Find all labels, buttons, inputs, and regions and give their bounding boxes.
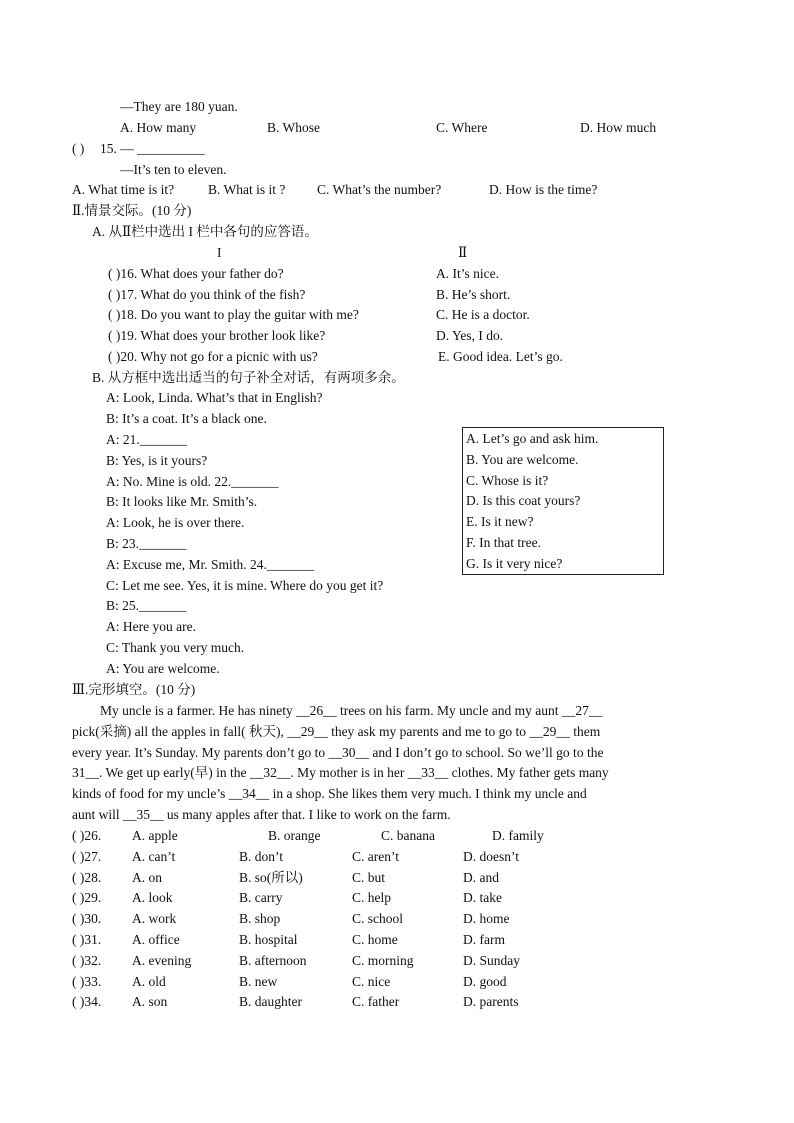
cloze-option-a: A. work: [132, 911, 177, 926]
passage-line: every year. It’s Sunday. My parents don’t go to __30__ and I don’t go to school. So we’ll go to the: [72, 745, 604, 760]
cloze-option-b: B. afternoon: [239, 953, 307, 968]
cloze-option-c: C. banana: [381, 828, 435, 843]
passage-line: pick(采摘) all the apples in fall( 秋天), __29__ they ask my parents and me to go to __29__ them: [72, 724, 601, 739]
section-3-title: Ⅲ.完形填空。(10 分): [72, 682, 196, 697]
box-option: F. In that tree.: [466, 535, 542, 550]
cloze-option-b: B. carry: [239, 890, 283, 905]
cloze-option-a: A. apple: [132, 828, 178, 843]
box-option: G. Is it very nice?: [466, 556, 563, 571]
dialogue-line: A: No. Mine is old. 22._______: [106, 474, 279, 489]
passage-line: aunt will __35__ us many apples after that. I like to work on the farm.: [72, 807, 451, 822]
cloze-option-b: B. orange: [268, 828, 321, 843]
cloze-question-number: ( )32.: [72, 953, 102, 968]
cloze-question-number: ( )31.: [72, 932, 102, 947]
q14-option-d: D. How much: [580, 120, 657, 135]
cloze-option-a: A. old: [132, 974, 166, 989]
dialogue-line: B: It looks like Mr. Smith’s.: [106, 494, 258, 509]
cloze-option-d: D. Sunday: [463, 953, 520, 968]
options-box: [462, 427, 664, 575]
match-question-20: ( )20. Why not go for a picnic with us?: [108, 349, 318, 364]
q14-option-a: A. How many: [120, 120, 197, 135]
box-option: E. Is it new?: [466, 514, 534, 529]
cloze-option-d: D. and: [463, 870, 499, 885]
cloze-question-number: ( )28.: [72, 870, 102, 885]
q15-option-a: A. What time is it?: [72, 182, 175, 197]
cloze-option-d: D. good: [463, 974, 507, 989]
cloze-option-b: B. don’t: [239, 849, 284, 864]
passage-line: My uncle is a farmer. He has ninety __26__ trees on his farm. My uncle and my aunt __27__: [100, 703, 603, 718]
cloze-option-c: C. school: [352, 911, 404, 926]
cloze-option-b: B. so(所以): [239, 870, 303, 885]
box-option: A. Let’s go and ask him.: [466, 431, 599, 446]
cloze-question-number: ( )33.: [72, 974, 102, 989]
section-2b-instruction: B. 从方框中选出适当的句子补全对话，有两项多余。: [92, 370, 405, 385]
column-2-header: Ⅱ: [458, 245, 468, 260]
match-answer-c: C. He is a doctor.: [436, 307, 530, 322]
cloze-option-c: C. morning: [352, 953, 414, 968]
match-question-16: ( )16. What does your father do?: [108, 266, 284, 281]
q15-stem: 15. — __________: [100, 141, 205, 156]
cloze-question-number: ( )29.: [72, 890, 102, 905]
dialogue-line: B: 25._______: [106, 598, 187, 613]
cloze-option-b: B. shop: [239, 911, 281, 926]
cloze-option-b: B. daughter: [239, 994, 302, 1009]
cloze-option-a: A. can’t: [132, 849, 176, 864]
box-option: D. Is this coat yours?: [466, 493, 581, 508]
box-option: B. You are welcome.: [466, 452, 579, 467]
cloze-question-number: ( )26.: [72, 828, 102, 843]
cloze-option-b: B. hospital: [239, 932, 298, 947]
match-answer-b: B. He’s short.: [436, 287, 511, 302]
cloze-option-c: C. home: [352, 932, 398, 947]
match-answer-d: D. Yes, I do.: [436, 328, 504, 343]
cloze-option-d: D. doesn’t: [463, 849, 519, 864]
cloze-option-c: C. help: [352, 890, 391, 905]
dialogue-line: B: 23._______: [106, 536, 187, 551]
dialogue-line: B: Yes, is it yours?: [106, 453, 208, 468]
cloze-option-b: B. new: [239, 974, 278, 989]
cloze-option-a: A. office: [132, 932, 180, 947]
dialogue-line: A: You are welcome.: [106, 661, 220, 676]
cloze-question-number: ( )34.: [72, 994, 102, 1009]
box-option: C. Whose is it?: [466, 473, 549, 488]
cloze-option-a: A. on: [132, 870, 162, 885]
cloze-option-c: C. father: [352, 994, 400, 1009]
cloze-option-d: D. parents: [463, 994, 519, 1009]
q14-option-b: B. Whose: [267, 120, 320, 135]
q15-paren: ( ): [72, 141, 85, 156]
cloze-option-c: C. but: [352, 870, 386, 885]
match-question-18: ( )18. Do you want to play the guitar with me?: [108, 307, 359, 322]
cloze-option-a: A. evening: [132, 953, 192, 968]
cloze-option-d: D. family: [492, 828, 544, 843]
cloze-option-a: A. look: [132, 890, 173, 905]
dialogue-line: B: It’s a coat. It’s a black one.: [106, 411, 267, 426]
q15-option-c: C. What’s the number?: [317, 182, 442, 197]
match-question-17: ( )17. What do you think of the fish?: [108, 287, 306, 302]
dialogue-line: A: Here you are.: [106, 619, 196, 634]
match-answer-a: A. It’s nice.: [436, 266, 499, 281]
dialogue-line: A: 21._______: [106, 432, 187, 447]
q14-answer-line: —They are 180 yuan.: [120, 99, 238, 114]
cloze-option-c: C. aren’t: [352, 849, 399, 864]
cloze-option-d: D. farm: [463, 932, 505, 947]
dialogue-line: C: Thank you very much.: [106, 640, 245, 655]
match-answer-e: E. Good idea. Let’s go.: [438, 349, 563, 364]
dialogue-line: A: Look, Linda. What’s that in English?: [106, 390, 323, 405]
cloze-question-number: ( )30.: [72, 911, 102, 926]
cloze-option-d: D. home: [463, 911, 510, 926]
passage-line: 31__. We get up early(早) in the __32__. My mother is in her __33__ clothes. My father gets many: [72, 765, 609, 780]
dialogue-line: C: Let me see. Yes, it is mine. Where do you get it?: [106, 578, 384, 593]
q14-option-c: C. Where: [436, 120, 488, 135]
section-2-title: Ⅱ.情景交际。(10 分): [72, 203, 192, 218]
passage-line: kinds of food for my uncle’s __34__ in a shop. She likes them very much. I think my uncle and: [72, 786, 587, 801]
cloze-question-number: ( )27.: [72, 849, 102, 864]
q15-option-b: B. What is it ?: [208, 182, 286, 197]
section-2a-instruction: A. 从Ⅱ栏中选出 I 栏中各句的应答语。: [92, 224, 318, 239]
dialogue-line: A: Excuse me, Mr. Smith. 24._______: [106, 557, 315, 572]
q15-answer-line: —It’s ten to eleven.: [120, 162, 227, 177]
dialogue-line: A: Look, he is over there.: [106, 515, 245, 530]
match-question-19: ( )19. What does your brother look like?: [108, 328, 326, 343]
cloze-option-d: D. take: [463, 890, 502, 905]
cloze-option-a: A. son: [132, 994, 168, 1009]
cloze-option-c: C. nice: [352, 974, 391, 989]
column-1-header: I: [217, 245, 222, 260]
q15-option-d: D. How is the time?: [489, 182, 598, 197]
